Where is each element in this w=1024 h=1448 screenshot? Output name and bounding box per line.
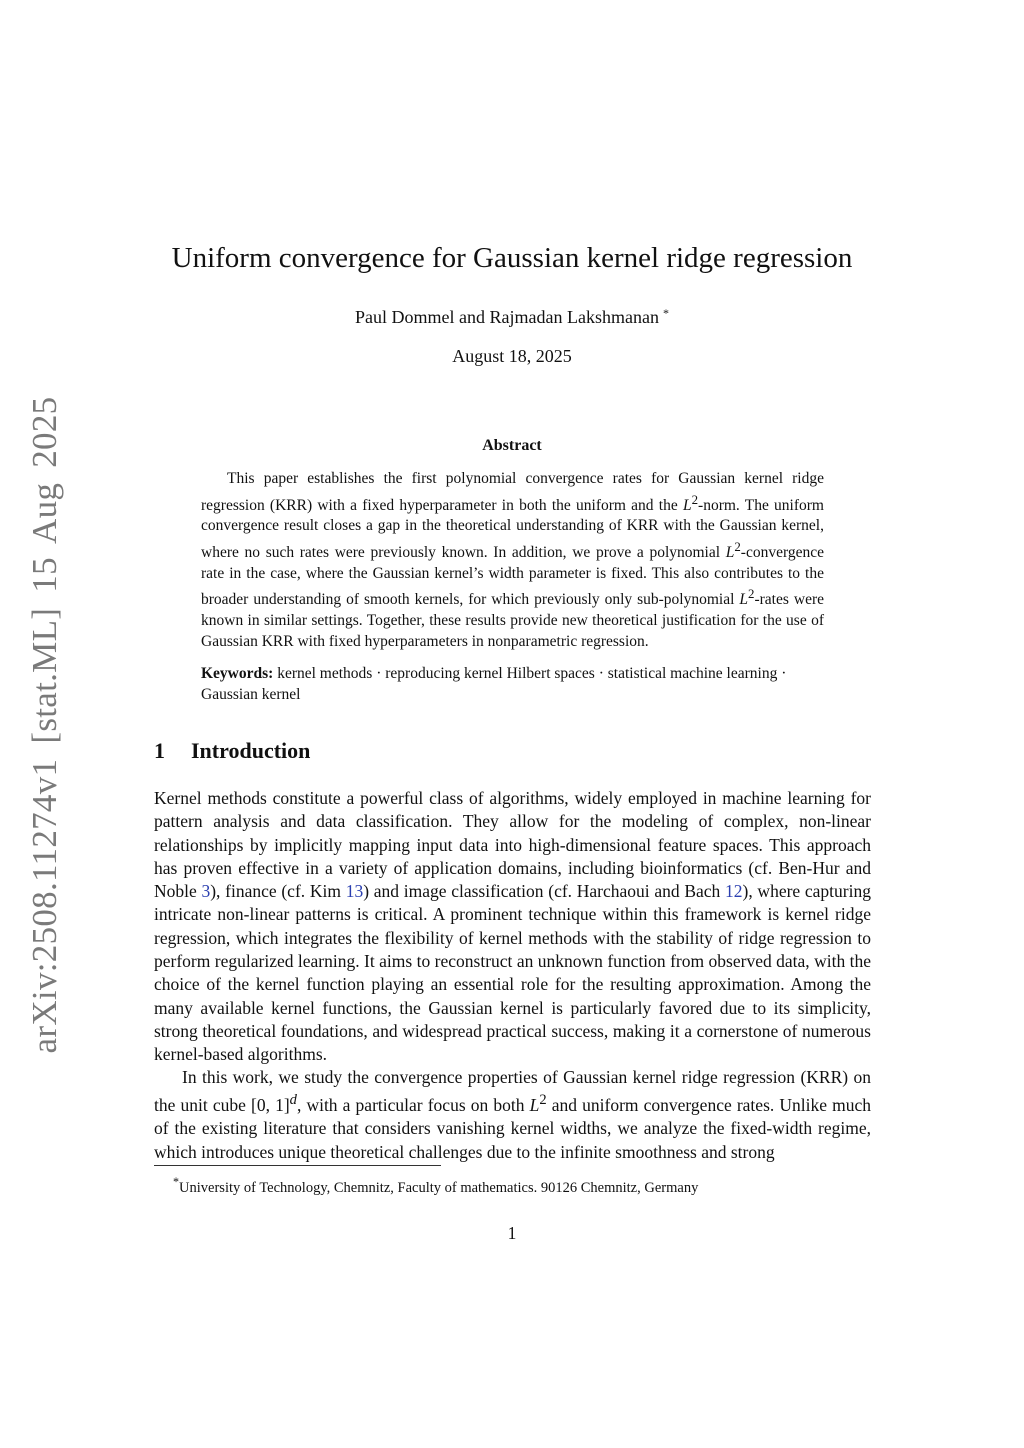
footnote-marker: *: [173, 1175, 180, 1189]
section-title: Introduction: [191, 738, 311, 763]
abstract-text: [201, 469, 824, 652]
keywords-list: kernel methods · reproducing kernel Hilbert spaces · statistical machine learning · Gaussian kernel: [201, 665, 787, 703]
paper-date: August 18, 2025: [452, 346, 572, 366]
section-number: 1: [154, 738, 165, 763]
math-superscript: 2: [539, 1092, 547, 1109]
math-l2-symbol: L: [739, 591, 749, 609]
arxiv-identifier-stamp: arXiv:2508.11274v1 [stat.ML] 15 Aug 2025: [25, 396, 64, 1054]
math-l2-symbol: L: [682, 496, 692, 514]
abstract-segment: -convergence rate in the case, where the Gaussian kernel’s width parameter is fixed. This also contributes to the broader understanding of smooth kernels, for which previously only sub-polynomial: [201, 544, 824, 609]
citation-link[interactable]: 13: [345, 881, 364, 902]
page-number: 1: [507, 1223, 517, 1243]
intro-paragraph-2: [154, 1066, 871, 1164]
math-superscript: 2: [691, 491, 699, 507]
citation-link[interactable]: 3: [201, 881, 211, 902]
author-names: Paul Dommel and Rajmadan Lakshmanan: [355, 307, 659, 327]
paragraph-segment: and uniform convergence rates. Unlike much of the existing literature that considers vanishing kernel widths, we analyze the fixed-width regime, which introduces unique theoretical challenges due to the infinite smoothness and strong: [154, 1095, 871, 1162]
math-superscript: d: [289, 1092, 297, 1109]
math-superscript: 2: [734, 538, 741, 554]
paragraph-segment: In this work, we study the convergence properties of Gaussian kernel ridge regression (KRR) on the unit cube: [154, 1067, 871, 1116]
citation-link[interactable]: 12: [725, 881, 743, 902]
footnote-text: University of Technology, Chemnitz, Faculty of mathematics. 90126 Chemnitz, Germany: [179, 1179, 699, 1196]
paragraph-segment: ) and image classification (cf. Harchaoui and Bach: [363, 881, 726, 902]
paragraph-segment: ), where capturing intricate non-linear patterns is critical. A prominent technique within this framework is kernel ridge regression, which integrates the flexibility of kernel methods with the stability of ridge regression to perform regularized learning. It aims to reconstruct an unknown function from observed data, with the choice of the kernel function playing an essential role for the resulting approximation. Among the many available kernel functions, the Gaussian kernel is particularly favored due to its simplicity, strong theoretical foundations, and widespread practical success, making it a cornerstone of numerous kernel-based algorithms.: [154, 881, 871, 1065]
author-footnote-marker[interactable]: *: [662, 306, 669, 320]
abstract-heading: Abstract: [482, 437, 542, 454]
math-l2-symbol: L: [725, 544, 735, 562]
paper-authors: [0, 301, 1024, 329]
footnote-affiliation: [173, 1173, 698, 1198]
intro-paragraph-1: [154, 787, 871, 1067]
paragraph-segment: , with a particular focus on both: [296, 1095, 530, 1116]
keywords-label: Keywords:: [201, 665, 274, 682]
abstract-segment: -rates were known in similar settings. Together, these results provide new theoretical justification for the use of Gaussian KRR with fixed hyperparameters in nonparametric regression.: [201, 591, 824, 650]
paragraph-segment: Kernel methods constitute a powerful class of algorithms, widely employed in machine learning for pattern analysis and data classification. They allow for the modeling of complex, non-linear relationships by implicitly mapping input data into high-dimensional feature spaces. This approach has proven effective in a variety of application domains, including bioinformatics (cf. Ben-Hur and Noble: [154, 788, 871, 902]
math-unit-cube: [0, 1]: [251, 1095, 290, 1116]
footnote-divider: [154, 1165, 441, 1166]
math-l2-symbol: L: [529, 1095, 540, 1116]
abstract-segment: -norm. The uniform convergence result closes a gap in the theoretical understanding of KRR with the Gaussian kernel, where no such rates were previously known. In addition, we prove a polynomial: [201, 496, 824, 562]
math-superscript: 2: [748, 586, 755, 602]
section-heading-introduction: [154, 736, 310, 766]
paper-title: Uniform convergence for Gaussian kernel ridge regression: [171, 242, 853, 274]
paragraph-segment: ), finance (cf. Kim: [210, 881, 346, 902]
keywords: [201, 663, 824, 705]
abstract-segment: This paper establishes the first polynomial convergence rates for Gaussian kernel ridge regression (KRR) with a fixed hyperparameter in both the uniform and the: [201, 470, 824, 514]
